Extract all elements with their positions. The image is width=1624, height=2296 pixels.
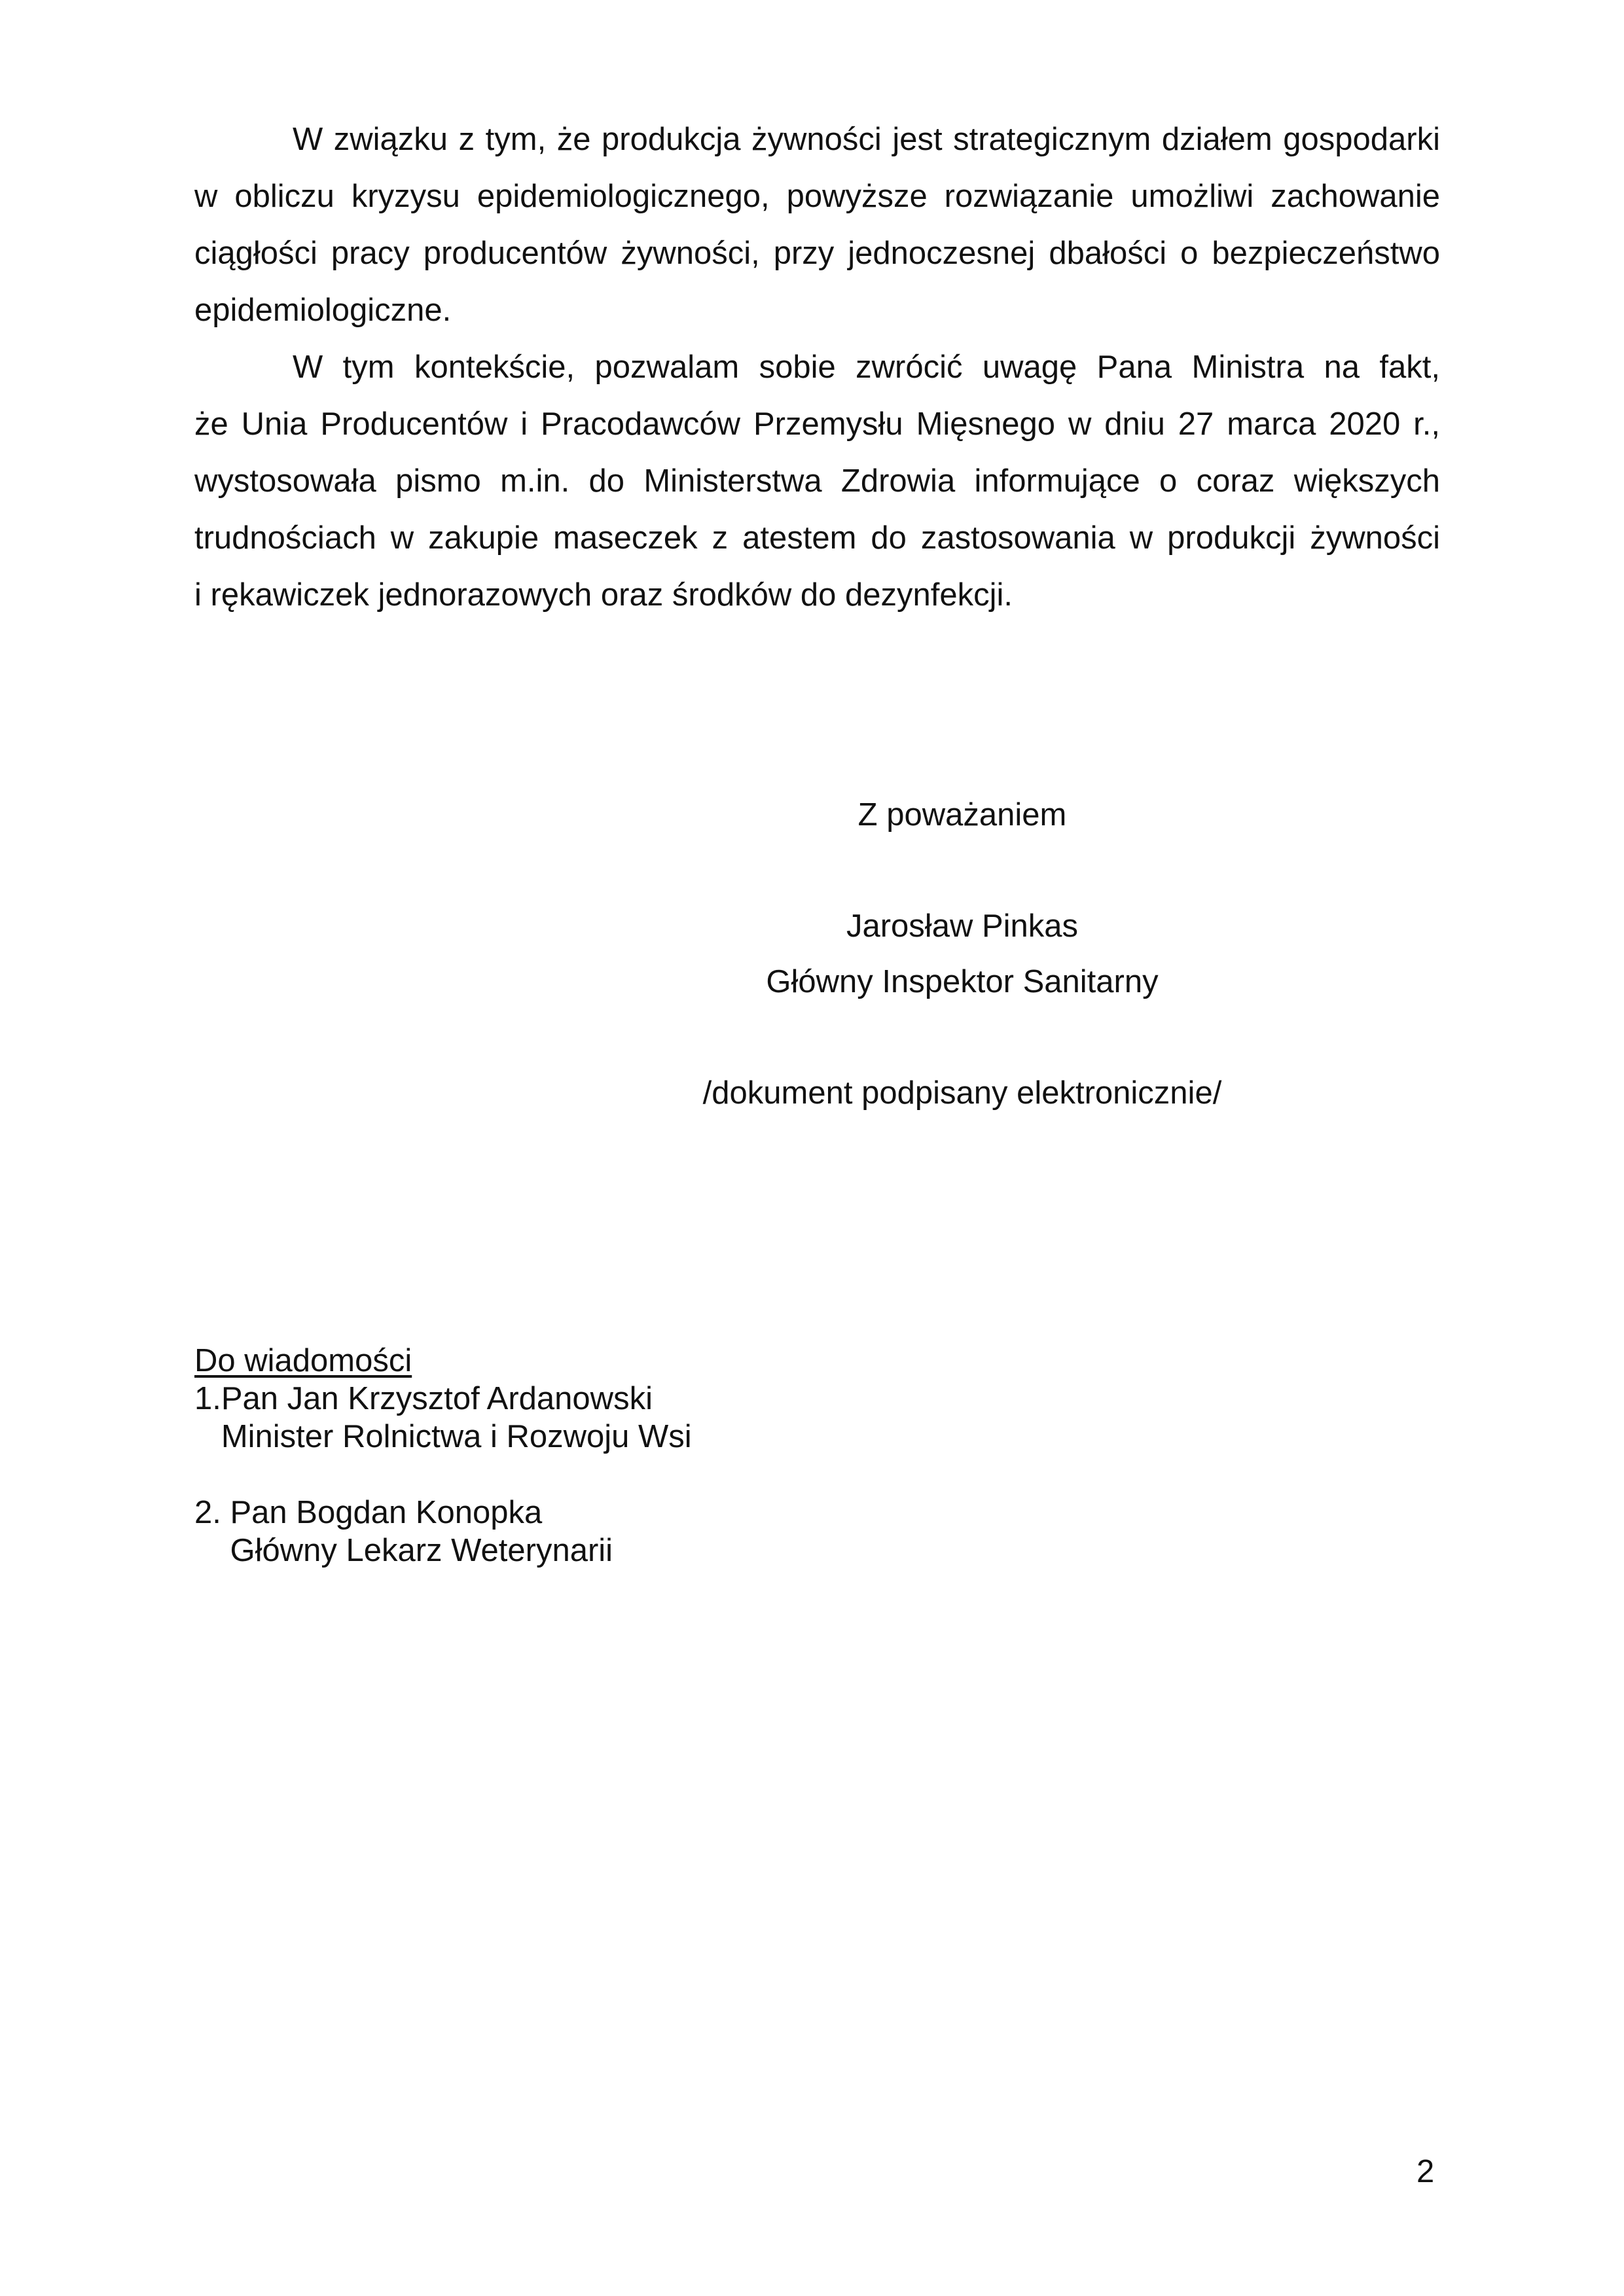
cc-recipient-1-role: Minister Rolnictwa i Rozwoju Wsi	[194, 1419, 692, 1454]
paragraph-line: W związku z tym, że produkcja żywności jest strategicznym działem gospodarki	[293, 122, 1440, 157]
paragraph-line: trudnościach w zakupie maseczek z atestem do zastosowania w produkcji żywności	[194, 520, 1440, 556]
paragraph-line: W tym kontekście, pozwalam sobie zwrócić uwagę Pana Ministra na fakt,	[293, 350, 1440, 385]
cc-spacer	[194, 1456, 692, 1494]
paragraph-meat-industry-letter	[194, 339, 1440, 624]
paragraph-line: wystosowała pismo m.in. do Ministerstwa Zdrowia informujące o coraz większych	[194, 463, 1440, 499]
cc-recipient-1-name: 1.Pan Jan Krzysztof Ardanowski	[194, 1381, 653, 1416]
signature-closing: Z poważaniem	[857, 797, 1067, 833]
signature-name: Jarosław Pinkas	[846, 908, 1079, 944]
cc-recipient-2-name: 2. Pan Bogdan Konopka	[194, 1495, 543, 1530]
page-number: 2	[1416, 2154, 1435, 2189]
signature-title: Główny Inspektor Sanitarny	[766, 964, 1159, 999]
cc-title: Do wiadomości	[194, 1343, 412, 1378]
paragraph-line: epidemiologiczne.	[194, 293, 452, 328]
cc-section	[194, 1342, 692, 1570]
paragraph-line: ciągłości pracy producentów żywności, przy jednoczesnej dbałości o bezpieczeństwo	[194, 236, 1440, 271]
electronic-signature-note: /dokument podpisany elektronicznie/	[702, 1075, 1222, 1111]
paragraph-food-production	[194, 111, 1440, 339]
paragraph-line: i rękawiczek jednorazowych oraz środków do dezynfekcji.	[194, 577, 1013, 613]
cc-recipient-2-role: Główny Lekarz Weterynarii	[194, 1533, 613, 1568]
paragraph-line: w obliczu kryzysu epidemiologicznego, powyższe rozwiązanie umożliwi zachowanie	[194, 179, 1440, 214]
paragraph-line: że Unia Producentów i Pracodawców Przemysłu Mięsnego w dniu 27 marca 2020 r.,	[194, 406, 1440, 442]
